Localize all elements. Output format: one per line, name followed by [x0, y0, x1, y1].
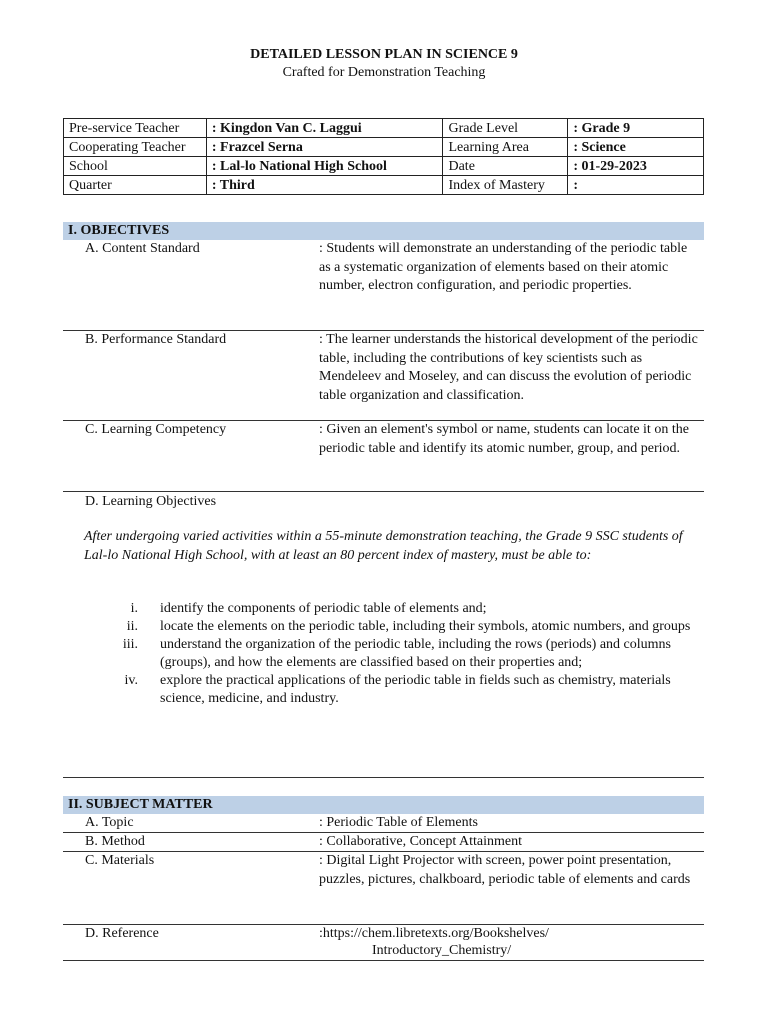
performance-standard-label: B. Performance Standard [85, 332, 227, 347]
info-value: : Frazcel Serna [206, 138, 443, 157]
topic-label: A. Topic [85, 815, 134, 830]
info-value: : 01-29-2023 [568, 157, 704, 176]
materials-value: : Digital Light Projector with screen, power point presentation, puzzles, pictures, chalkboard, periodic table of elements and cards [319, 853, 691, 887]
method-row [63, 833, 704, 852]
info-label: Cooperating Teacher [64, 138, 207, 157]
list-item [84, 636, 694, 672]
method-label: B. Method [85, 834, 145, 849]
content-standard-row [63, 240, 704, 331]
info-label: Pre-service Teacher [64, 119, 207, 138]
teacher-info-table [63, 118, 704, 195]
materials-label: C. Materials [85, 853, 155, 868]
list-number: ii. [126, 619, 138, 634]
subject-matter-heading: II. SUBJECT MATTER [63, 796, 704, 814]
info-value: : Kingdon Van C. Laggui [206, 119, 443, 138]
reference-label: D. Reference [85, 926, 159, 941]
info-label: Learning Area [443, 138, 568, 157]
topic-value: : Periodic Table of Elements [319, 815, 478, 830]
table-row [64, 119, 704, 138]
list-number: iii. [122, 637, 138, 652]
reference-value-continued: Introductory_Chemistry/ [372, 943, 512, 958]
objectives-heading: I. OBJECTIVES [63, 222, 704, 240]
learning-competency-value: : Given an element's symbol or name, students can locate it on the periodic table and identify its atomic number, group, and period. [319, 422, 689, 456]
reference-value: :https://chem.libretexts.org/Bookshelves/ [319, 926, 549, 941]
learning-competency-label: C. Learning Competency [85, 422, 227, 437]
info-label: Index of Mastery [443, 176, 568, 195]
info-value: : [568, 176, 704, 195]
topic-row [63, 814, 704, 833]
list-text: locate the elements on the periodic table, including their symbols, atomic numbers, and groups [160, 619, 691, 634]
learning-objectives-intro: After undergoing varied activities within a 55-minute demonstration teaching, the Grade 9 SSC students of Lal-lo National High School, with at least an 80 percent index of mastery, must be able to: [84, 529, 683, 563]
info-value: : Grade 9 [568, 119, 704, 138]
info-label: Quarter [64, 176, 207, 195]
learning-competency-row [63, 421, 704, 492]
list-text: identify the components of periodic table of elements and; [160, 601, 487, 616]
list-number: i. [130, 601, 138, 616]
content-standard-label: A. Content Standard [85, 241, 200, 256]
info-value: : Third [206, 176, 443, 195]
document-subtitle: Crafted for Demonstration Teaching [282, 65, 486, 80]
info-label: School [64, 157, 207, 176]
materials-row [63, 852, 704, 925]
info-label: Date [443, 157, 568, 176]
document-title: DETAILED LESSON PLAN IN SCIENCE 9 [250, 47, 518, 62]
table-row [64, 176, 704, 195]
list-text: understand the organization of the periodic table, including the rows (periods) and columns (groups), and how the elements are classified based on their properties and; [160, 637, 671, 670]
list-text: explore the practical applications of the periodic table in fields such as chemistry, materials science, medicine, and industry. [160, 673, 671, 706]
learning-objectives-label: D. Learning Objectives [85, 494, 217, 509]
list-item [84, 600, 694, 618]
method-value: : Collaborative, Concept Attainment [319, 834, 522, 849]
list-item [84, 672, 694, 708]
table-row [64, 157, 704, 176]
table-row [64, 138, 704, 157]
content-standard-value: : Students will demonstrate an understanding of the periodic table as a systematic organization of elements based on their atomic number, electron configuration, and periodic properties. [319, 241, 688, 293]
info-value: : Science [568, 138, 704, 157]
performance-standard-value: : The learner understands the historical development of the periodic table, including the contributions of key scientists such as Mendeleev and Moseley, and can discuss the evolution of periodic table organization and classification. [319, 332, 698, 403]
performance-standard-row [63, 331, 704, 421]
list-number: iv. [124, 673, 138, 688]
info-label: Grade Level [443, 119, 568, 138]
info-value: : Lal-lo National High School [206, 157, 443, 176]
learning-objectives-list [84, 600, 694, 708]
list-item [84, 618, 694, 636]
